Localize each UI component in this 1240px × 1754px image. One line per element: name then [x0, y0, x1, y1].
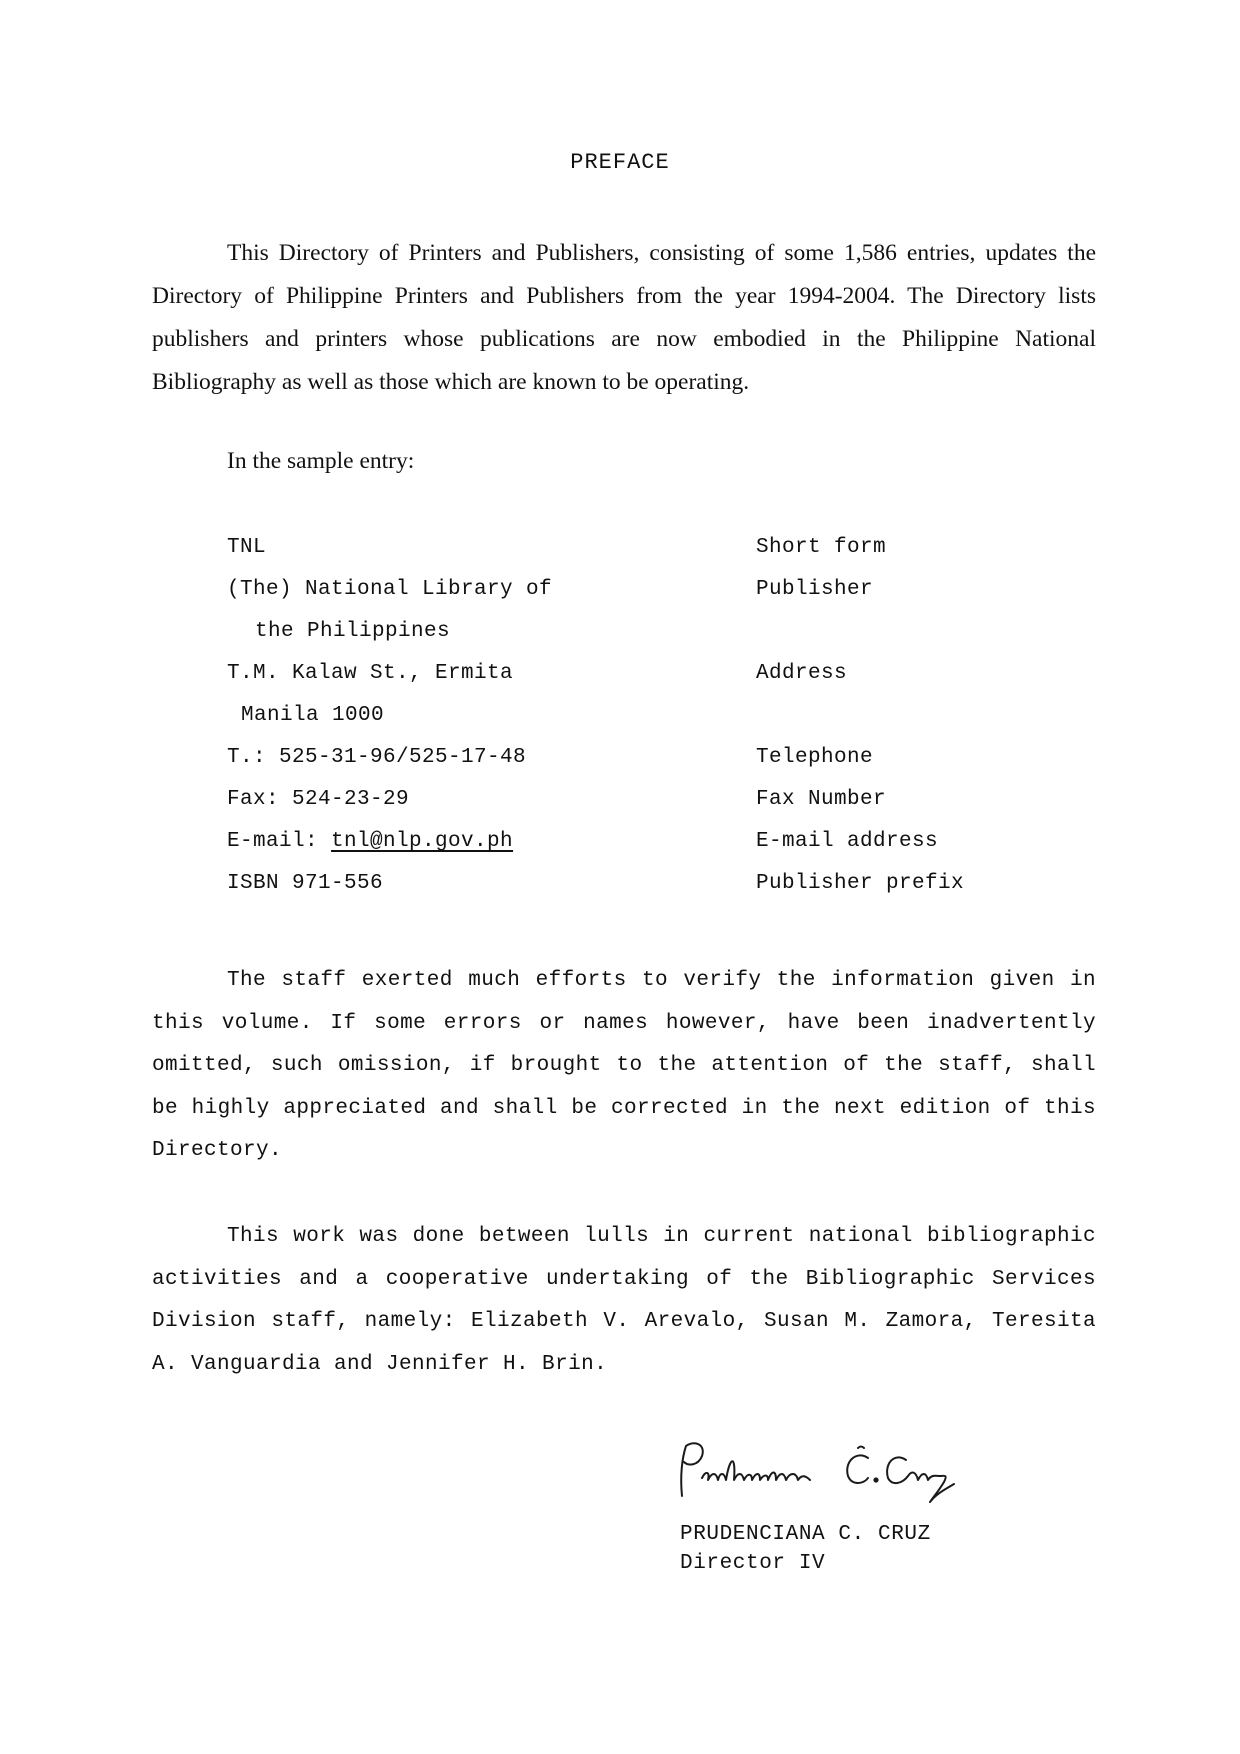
signer-name: PRUDENCIANA C. CRUZ: [680, 1523, 931, 1546]
entry-isbn: ISBN 971-556: [227, 872, 384, 895]
label-prefix: Publisher prefix: [756, 872, 965, 895]
signer-block: [680, 1520, 931, 1578]
entry-email-prefix: E-mail:: [227, 830, 332, 853]
label-fax: Fax Number: [756, 788, 887, 811]
entry-publisher-line1: (The) National Library of: [227, 578, 553, 601]
entry-publisher-line2: the Philippines: [255, 620, 451, 643]
entry-address-line1: T.M. Kalaw St., Ermita: [227, 662, 514, 685]
entry-fax: Fax: 524-23-29: [227, 788, 410, 811]
intro-paragraph: This Directory of Printers and Publishers, consisting of some 1,586 entries, updates the Directory of Philippine Printers and Publishers from the year 1994-2004. The Directory lists publishers and printers whose publications are now embodied in the Philippine National Bibliography as well as those which are known to be operating.: [152, 240, 1096, 395]
entry-address-line2: Manila 1000: [241, 704, 385, 727]
work-paragraph: This work was done between lulls in current national bibliographic activities and a cooperative undertaking of the Bibliographic Services Division staff, namely: Elizabeth V. Arevalo, Susan M. Zamora, Teresita A. Vanguardia and Jennifer H. Brin.: [152, 1225, 1096, 1376]
label-telephone: Telephone: [756, 746, 874, 769]
label-address: Address: [756, 662, 848, 685]
label-email: E-mail address: [756, 830, 939, 853]
signer-position: Director IV: [680, 1552, 826, 1575]
staff-paragraph: The staff exerted much efforts to verify the information given in this volume. If some errors or names however, have been inadvertently omitted, such omission, if brought to the attention of the staff, shall be highly appreciated and shall be corrected in the next edition of this Directory.: [152, 969, 1096, 1163]
page-title: PREFACE: [570, 150, 670, 175]
entry-short-form: TNL: [227, 536, 267, 559]
email-link[interactable]: tnl@nlp.gov.ph: [331, 830, 514, 853]
entry-telephone: T.: 525-31-96/525-17-48: [227, 746, 527, 769]
entry-email: [227, 830, 513, 853]
signature-image: [672, 1436, 972, 1506]
sample-entry-lead: In the sample entry:: [227, 448, 415, 474]
label-publisher: Publisher: [756, 578, 874, 601]
label-short-form: Short form: [756, 536, 887, 559]
